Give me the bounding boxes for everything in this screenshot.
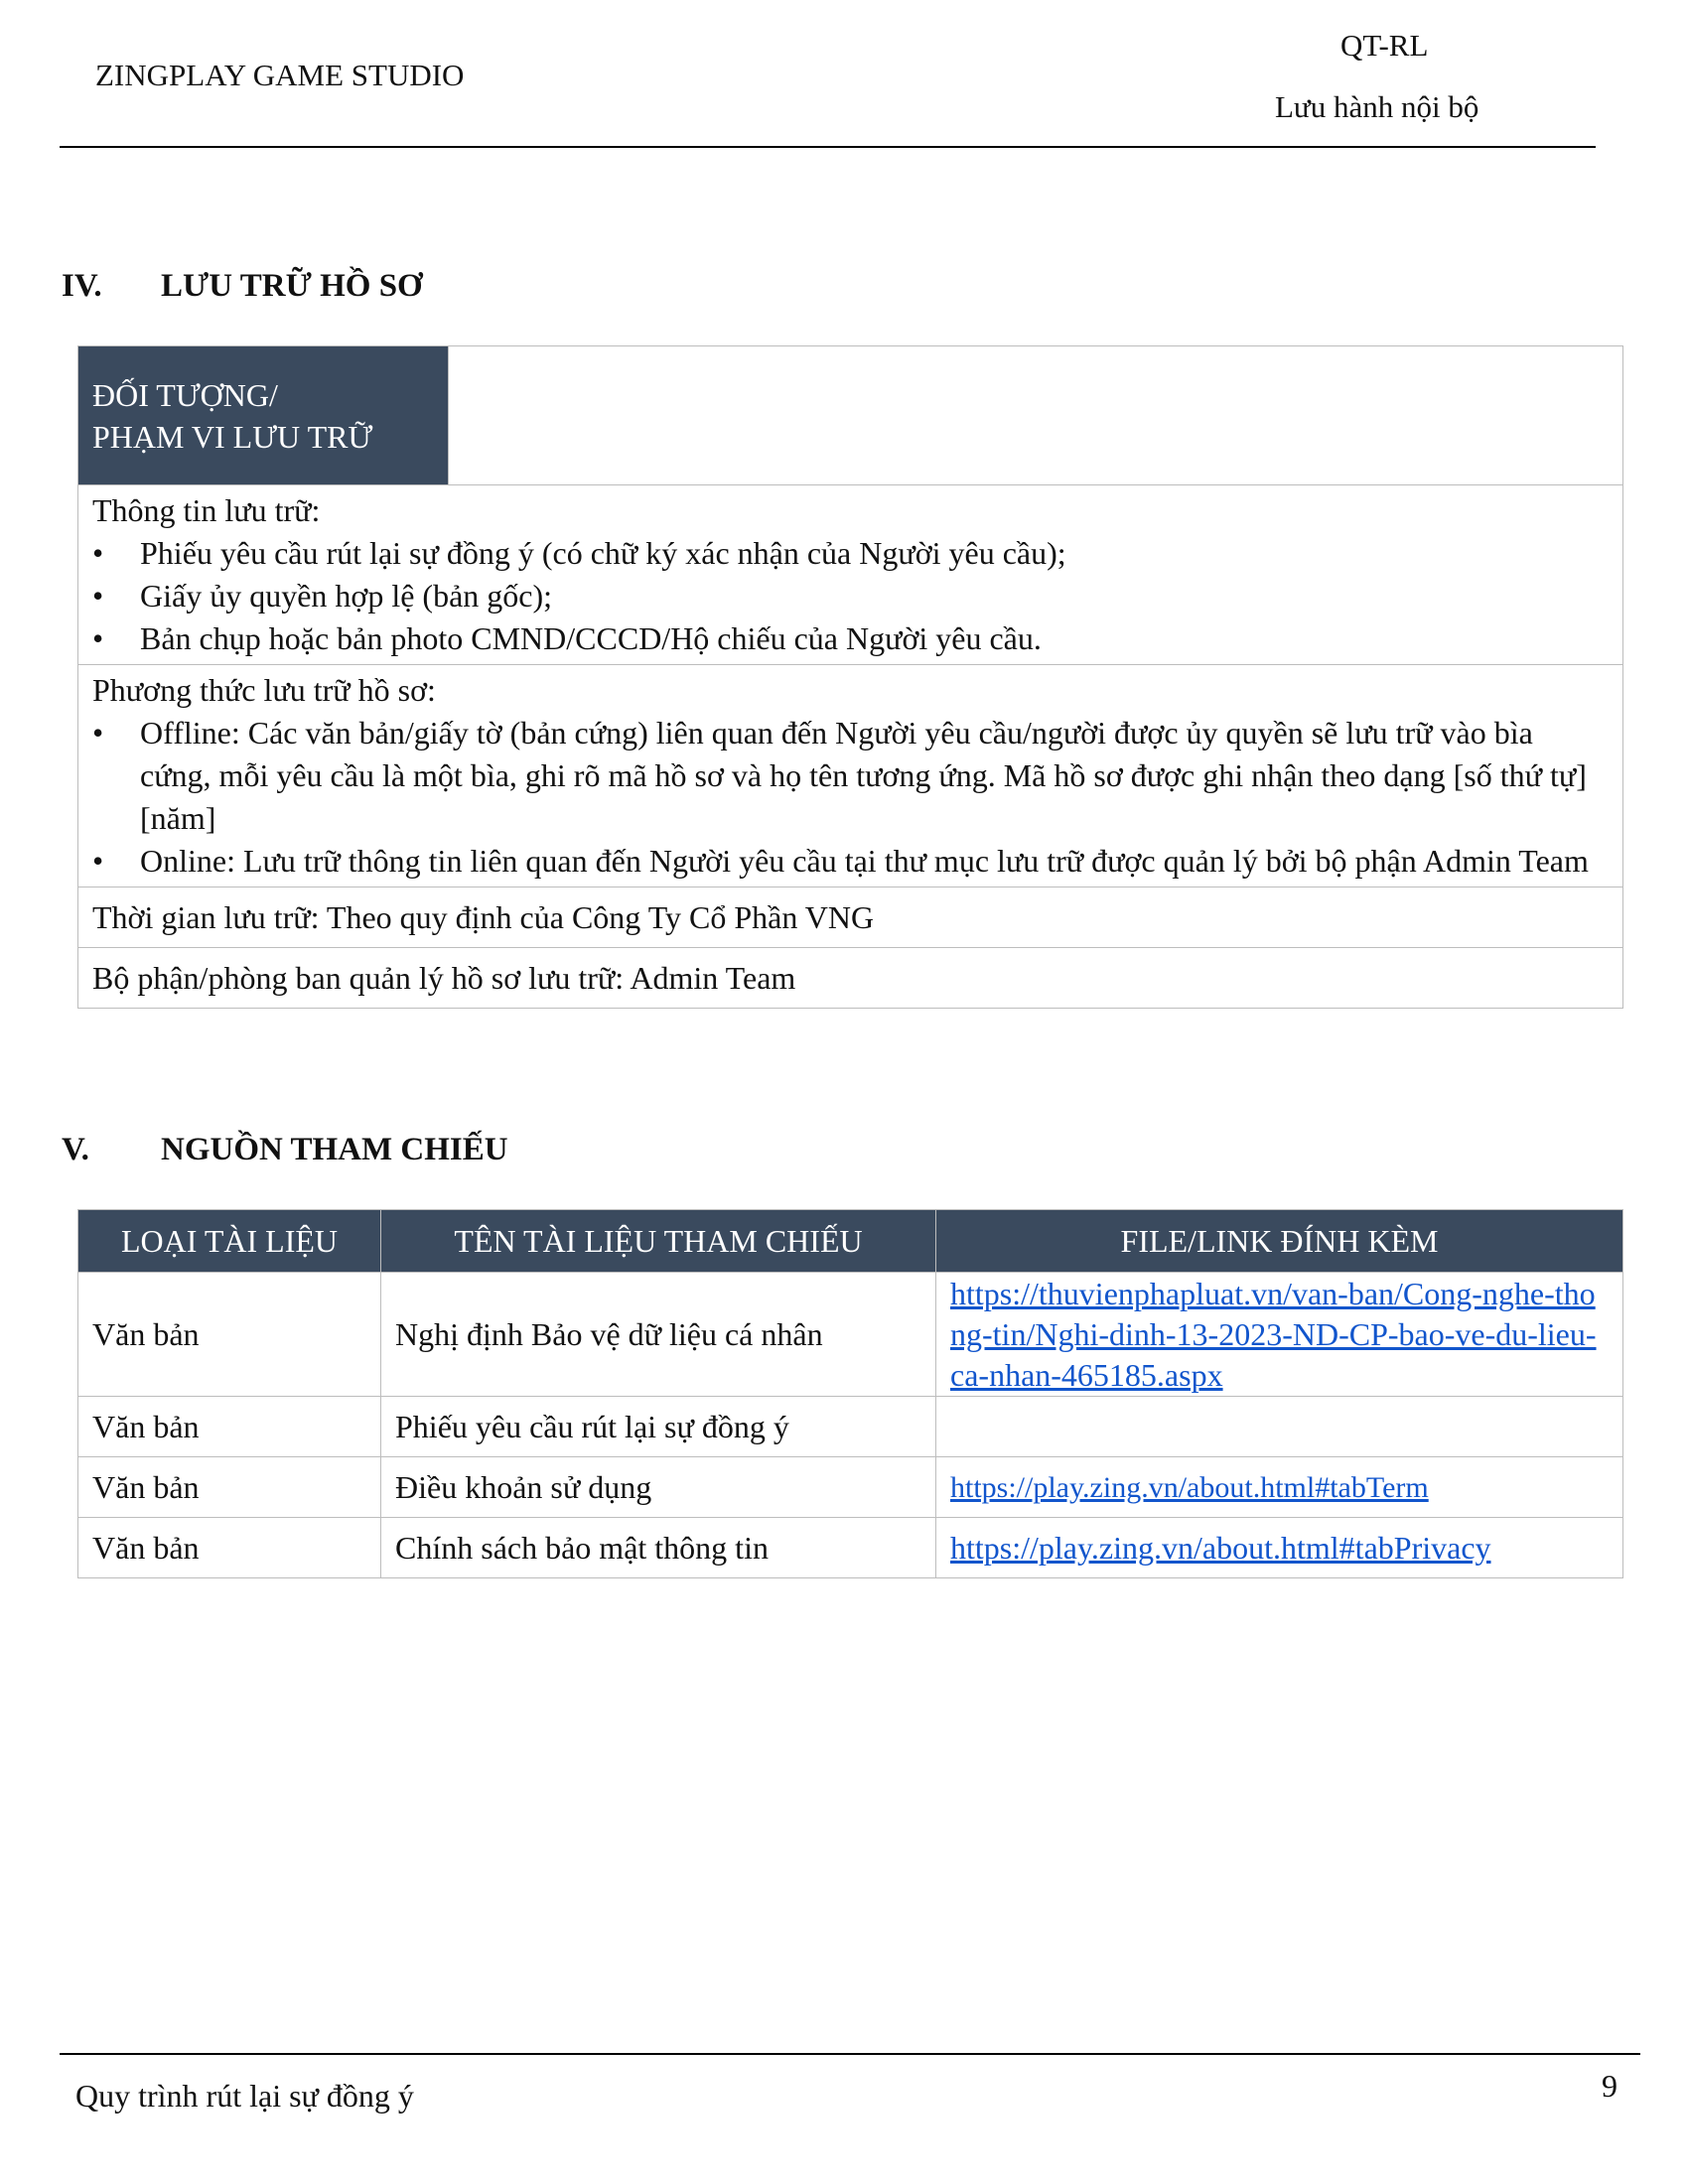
storage-header-line-2: PHẠM VI LƯU TRỮ xyxy=(92,419,373,455)
list-item xyxy=(92,575,1609,617)
distribution-note: Lưu hành nội bộ xyxy=(1275,89,1479,124)
cell-link xyxy=(936,1518,1623,1578)
table-row xyxy=(78,1397,1623,1457)
table-row xyxy=(78,1457,1623,1518)
cell-name: Nghị định Bảo vệ dữ liệu cá nhân xyxy=(381,1273,936,1397)
list-item-text: Online: Lưu trữ thông tin liên quan đến Người yêu cầu tại thư mục lưu trữ được quản lý bởi bộ phận Admin Team xyxy=(140,843,1589,879)
storage-method-list xyxy=(92,712,1609,883)
bullet-icon: • xyxy=(92,843,104,879)
footer-divider xyxy=(60,2053,1640,2055)
storage-retention-cell: Thời gian lưu trữ: Theo quy định của Công Ty Cổ Phần VNG xyxy=(78,887,1622,947)
cell-type: Văn bản xyxy=(78,1457,381,1518)
list-item xyxy=(92,712,1609,840)
section-4-heading xyxy=(62,268,423,305)
storage-info-cell xyxy=(78,484,1622,664)
document-code: QT-RL xyxy=(1340,28,1429,63)
list-item-text: Offline: Các văn bản/giấy tờ (bản cứng) liên quan đến Người yêu cầu/người được ủy quyền sẽ lưu trữ vào bìa cứng, mỗi yêu cầu là một bìa, ghi rõ mã hồ sơ và họ tên tương ứng. Mã hồ sơ được ghi nhận theo dạng [số thứ tự] [năm] xyxy=(140,715,1587,836)
cell-name: Phiếu yêu cầu rút lại sự đồng ý xyxy=(381,1397,936,1457)
cell-link xyxy=(936,1457,1623,1518)
section-5-number: V. xyxy=(62,1132,89,1167)
reference-table-header-row xyxy=(78,1210,1623,1273)
cell-type: Văn bản xyxy=(78,1273,381,1397)
section-4-title: LƯU TRỮ HỒ SƠ xyxy=(161,268,423,304)
storage-department-cell: Bộ phận/phòng ban quản lý hồ sơ lưu trữ: Admin Team xyxy=(78,947,1622,1008)
reference-table xyxy=(77,1209,1623,1578)
storage-method-title: Phương thức lưu trữ hồ sơ: xyxy=(92,672,436,708)
cell-type: Văn bản xyxy=(78,1518,381,1578)
storage-table-header xyxy=(78,346,448,484)
list-item-text: Giấy ủy quyền hợp lệ (bản gốc); xyxy=(140,578,553,614)
column-header-name: TÊN TÀI LIỆU THAM CHIẾU xyxy=(381,1210,936,1273)
bullet-icon: • xyxy=(92,620,104,656)
list-item-text: Phiếu yêu cầu rút lại sự đồng ý (có chữ ký xác nhận của Người yêu cầu); xyxy=(140,535,1066,571)
list-item xyxy=(92,840,1609,883)
column-header-type: LOẠI TÀI LIỆU xyxy=(78,1210,381,1273)
section-5-title: NGUỒN THAM CHIẾU xyxy=(161,1132,508,1167)
storage-header-blank-cell xyxy=(448,346,1622,484)
bullet-icon: • xyxy=(92,578,104,614)
cell-name: Điều khoản sử dụng xyxy=(381,1457,936,1518)
table-row xyxy=(78,1518,1623,1578)
page-number: 9 xyxy=(1602,2068,1618,2104)
storage-info-list xyxy=(92,532,1609,660)
cell-name: Chính sách bảo mật thông tin xyxy=(381,1518,936,1578)
storage-table xyxy=(77,345,1623,1009)
bullet-icon: • xyxy=(92,535,104,571)
reference-link[interactable]: https://play.zing.vn/about.html#tabTerm xyxy=(950,1471,1429,1504)
storage-method-cell xyxy=(78,664,1622,887)
list-item-text: Bản chụp hoặc bản photo CMND/CCCD/Hộ chiếu của Người yêu cầu. xyxy=(140,620,1042,656)
list-item xyxy=(92,617,1609,660)
table-row xyxy=(78,1273,1623,1397)
section-4-number: IV. xyxy=(62,268,102,304)
reference-link[interactable]: https://play.zing.vn/about.html#tabPrivacy xyxy=(950,1529,1491,1566)
company-name: ZINGPLAY GAME STUDIO xyxy=(95,58,465,92)
storage-table-header-row xyxy=(78,346,1622,484)
cell-link-empty xyxy=(936,1397,1623,1457)
section-5-heading xyxy=(62,1132,508,1168)
list-item xyxy=(92,532,1609,575)
reference-link[interactable]: https://thuvienphapluat.vn/van-ban/Cong-nghe-thong-tin/Nghi-dinh-13-2023-ND-CP-bao-ve-du-lieu-ca-nhan-465185.aspx xyxy=(950,1275,1597,1393)
header-divider xyxy=(60,146,1596,148)
cell-link xyxy=(936,1273,1623,1397)
cell-type: Văn bản xyxy=(78,1397,381,1457)
storage-info-title: Thông tin lưu trữ: xyxy=(92,492,321,528)
column-header-link: FILE/LINK ĐÍNH KÈM xyxy=(936,1210,1623,1273)
storage-header-line-1: ĐỐI TƯỢNG/ xyxy=(92,377,278,413)
footer-document-title: Quy trình rút lại sự đồng ý xyxy=(75,2078,414,2114)
bullet-icon: • xyxy=(92,715,104,751)
